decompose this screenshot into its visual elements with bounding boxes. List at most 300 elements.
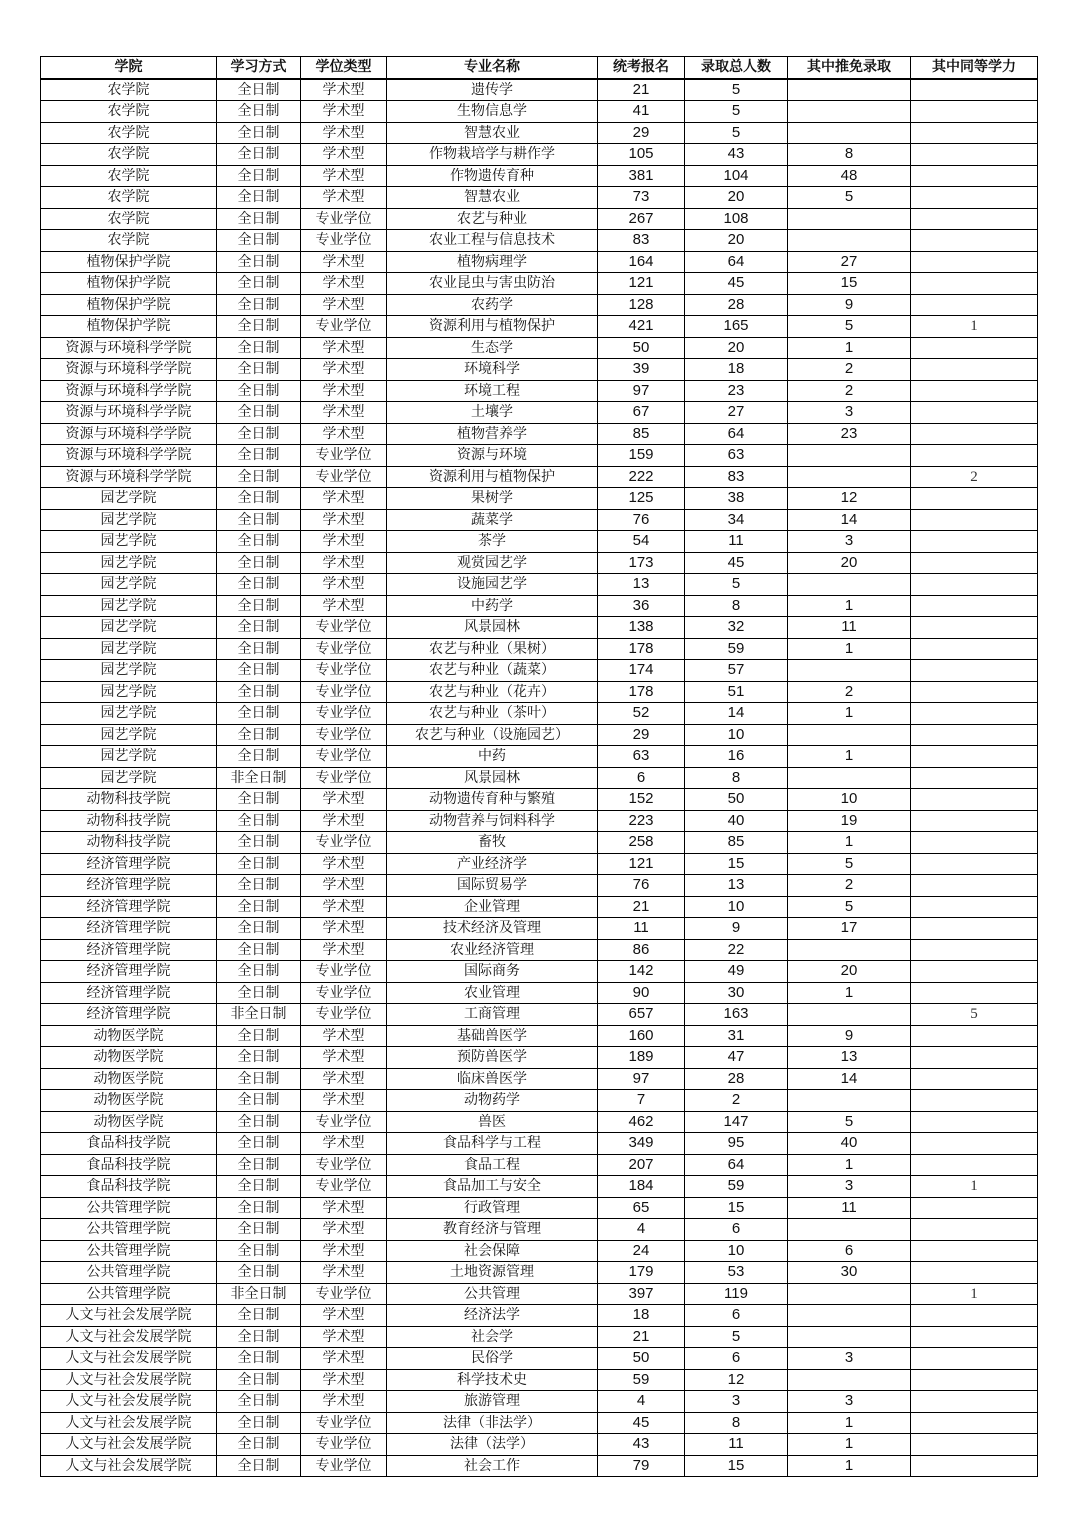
cell-study-mode: 全日制 bbox=[217, 681, 301, 703]
table-row bbox=[41, 509, 1038, 531]
cell-exam-applicants: 178 bbox=[598, 681, 685, 703]
cell-study-mode: 全日制 bbox=[217, 316, 301, 338]
table-row bbox=[41, 531, 1038, 553]
cell-exam-applicants: 105 bbox=[598, 144, 685, 166]
cell-recommended-admitted bbox=[788, 1004, 911, 1026]
table-row bbox=[41, 810, 1038, 832]
cell-degree-type: 专业学位 bbox=[301, 681, 387, 703]
cell-recommended-admitted bbox=[788, 101, 911, 123]
cell-study-mode: 全日制 bbox=[217, 1369, 301, 1391]
cell-major-name: 社会学 bbox=[387, 1326, 598, 1348]
cell-degree-type: 学术型 bbox=[301, 875, 387, 897]
cell-recommended-admitted bbox=[788, 466, 911, 488]
cell-total-admitted: 57 bbox=[685, 660, 788, 682]
cell-equivalent-education bbox=[911, 767, 1038, 789]
cell-degree-type: 学术型 bbox=[301, 1090, 387, 1112]
cell-equivalent-education bbox=[911, 896, 1038, 918]
cell-equivalent-education bbox=[911, 230, 1038, 252]
cell-college: 资源与环境科学学院 bbox=[41, 423, 217, 445]
cell-recommended-admitted bbox=[788, 1090, 911, 1112]
cell-study-mode: 全日制 bbox=[217, 337, 301, 359]
cell-total-admitted: 20 bbox=[685, 337, 788, 359]
cell-exam-applicants: 397 bbox=[598, 1283, 685, 1305]
table-row bbox=[41, 1090, 1038, 1112]
cell-exam-applicants: 54 bbox=[598, 531, 685, 553]
table-row bbox=[41, 1412, 1038, 1434]
cell-total-admitted: 5 bbox=[685, 122, 788, 144]
cell-college: 动物医学院 bbox=[41, 1111, 217, 1133]
cell-college: 动物医学院 bbox=[41, 1090, 217, 1112]
cell-study-mode: 全日制 bbox=[217, 488, 301, 510]
table-row bbox=[41, 79, 1038, 101]
cell-total-admitted: 15 bbox=[685, 1197, 788, 1219]
table-row bbox=[41, 402, 1038, 424]
cell-equivalent-education bbox=[911, 122, 1038, 144]
cell-college: 经济管理学院 bbox=[41, 896, 217, 918]
cell-degree-type: 学术型 bbox=[301, 1391, 387, 1413]
cell-study-mode: 全日制 bbox=[217, 1111, 301, 1133]
cell-study-mode: 全日制 bbox=[217, 918, 301, 940]
cell-recommended-admitted: 2 bbox=[788, 359, 911, 381]
cell-study-mode: 全日制 bbox=[217, 660, 301, 682]
cell-college: 农学院 bbox=[41, 79, 217, 101]
table-row bbox=[41, 1004, 1038, 1026]
cell-exam-applicants: 24 bbox=[598, 1240, 685, 1262]
cell-major-name: 中药 bbox=[387, 746, 598, 768]
cell-college: 经济管理学院 bbox=[41, 853, 217, 875]
cell-major-name: 兽医 bbox=[387, 1111, 598, 1133]
cell-major-name: 智慧农业 bbox=[387, 187, 598, 209]
cell-major-name: 农艺与种业（花卉） bbox=[387, 681, 598, 703]
cell-recommended-admitted: 3 bbox=[788, 531, 911, 553]
cell-college: 食品科技学院 bbox=[41, 1176, 217, 1198]
table-row bbox=[41, 703, 1038, 725]
cell-degree-type: 学术型 bbox=[301, 251, 387, 273]
cell-exam-applicants: 184 bbox=[598, 1176, 685, 1198]
cell-study-mode: 全日制 bbox=[217, 1240, 301, 1262]
cell-study-mode: 全日制 bbox=[217, 165, 301, 187]
cell-study-mode: 全日制 bbox=[217, 445, 301, 467]
cell-college: 人文与社会发展学院 bbox=[41, 1305, 217, 1327]
cell-equivalent-education bbox=[911, 423, 1038, 445]
table-row bbox=[41, 1348, 1038, 1370]
cell-exam-applicants: 73 bbox=[598, 187, 685, 209]
cell-major-name: 教育经济与管理 bbox=[387, 1219, 598, 1241]
table-row bbox=[41, 767, 1038, 789]
cell-total-admitted: 6 bbox=[685, 1348, 788, 1370]
table-row bbox=[41, 746, 1038, 768]
cell-equivalent-education bbox=[911, 1219, 1038, 1241]
cell-recommended-admitted: 27 bbox=[788, 251, 911, 273]
cell-study-mode: 全日制 bbox=[217, 961, 301, 983]
cell-exam-applicants: 76 bbox=[598, 875, 685, 897]
cell-exam-applicants: 90 bbox=[598, 982, 685, 1004]
cell-recommended-admitted bbox=[788, 724, 911, 746]
cell-college: 动物科技学院 bbox=[41, 810, 217, 832]
cell-total-admitted: 15 bbox=[685, 1455, 788, 1477]
cell-recommended-admitted: 1 bbox=[788, 1455, 911, 1477]
cell-degree-type: 学术型 bbox=[301, 423, 387, 445]
cell-major-name: 产业经济学 bbox=[387, 853, 598, 875]
table-row bbox=[41, 1262, 1038, 1284]
cell-equivalent-education bbox=[911, 1133, 1038, 1155]
cell-recommended-admitted: 1 bbox=[788, 337, 911, 359]
cell-college: 资源与环境科学学院 bbox=[41, 402, 217, 424]
cell-study-mode: 全日制 bbox=[217, 746, 301, 768]
cell-recommended-admitted bbox=[788, 1326, 911, 1348]
cell-recommended-admitted: 3 bbox=[788, 402, 911, 424]
cell-total-admitted: 108 bbox=[685, 208, 788, 230]
cell-degree-type: 学术型 bbox=[301, 294, 387, 316]
cell-total-admitted: 20 bbox=[685, 230, 788, 252]
cell-recommended-admitted: 1 bbox=[788, 638, 911, 660]
cell-recommended-admitted: 1 bbox=[788, 746, 911, 768]
cell-degree-type: 学术型 bbox=[301, 165, 387, 187]
cell-college: 动物科技学院 bbox=[41, 789, 217, 811]
cell-degree-type: 专业学位 bbox=[301, 316, 387, 338]
table-row bbox=[41, 1434, 1038, 1456]
cell-total-admitted: 9 bbox=[685, 918, 788, 940]
table-row bbox=[41, 918, 1038, 940]
cell-college: 公共管理学院 bbox=[41, 1240, 217, 1262]
cell-total-admitted: 10 bbox=[685, 1240, 788, 1262]
cell-recommended-admitted bbox=[788, 767, 911, 789]
cell-equivalent-education bbox=[911, 746, 1038, 768]
cell-college: 动物医学院 bbox=[41, 1025, 217, 1047]
table-row bbox=[41, 574, 1038, 596]
cell-total-admitted: 104 bbox=[685, 165, 788, 187]
cell-equivalent-education: 5 bbox=[911, 1004, 1038, 1026]
cell-equivalent-education bbox=[911, 337, 1038, 359]
cell-equivalent-education bbox=[911, 445, 1038, 467]
cell-total-admitted: 5 bbox=[685, 101, 788, 123]
cell-college: 农学院 bbox=[41, 165, 217, 187]
cell-college: 资源与环境科学学院 bbox=[41, 380, 217, 402]
cell-exam-applicants: 159 bbox=[598, 445, 685, 467]
cell-college: 植物保护学院 bbox=[41, 273, 217, 295]
cell-college: 园艺学院 bbox=[41, 767, 217, 789]
cell-equivalent-education bbox=[911, 552, 1038, 574]
cell-major-name: 智慧农业 bbox=[387, 122, 598, 144]
cell-college: 公共管理学院 bbox=[41, 1219, 217, 1241]
table-row bbox=[41, 681, 1038, 703]
cell-degree-type: 专业学位 bbox=[301, 982, 387, 1004]
cell-equivalent-education bbox=[911, 380, 1038, 402]
cell-equivalent-education bbox=[911, 1240, 1038, 1262]
cell-equivalent-education bbox=[911, 187, 1038, 209]
cell-total-admitted: 10 bbox=[685, 896, 788, 918]
cell-major-name: 技术经济及管理 bbox=[387, 918, 598, 940]
cell-major-name: 环境科学 bbox=[387, 359, 598, 381]
cell-total-admitted: 2 bbox=[685, 1090, 788, 1112]
cell-degree-type: 学术型 bbox=[301, 1326, 387, 1348]
cell-major-name: 资源与环境 bbox=[387, 445, 598, 467]
cell-college: 人文与社会发展学院 bbox=[41, 1326, 217, 1348]
cell-major-name: 临床兽医学 bbox=[387, 1068, 598, 1090]
cell-study-mode: 全日制 bbox=[217, 595, 301, 617]
cell-college: 经济管理学院 bbox=[41, 939, 217, 961]
cell-degree-type: 学术型 bbox=[301, 1240, 387, 1262]
cell-total-admitted: 14 bbox=[685, 703, 788, 725]
cell-equivalent-education: 1 bbox=[911, 1176, 1038, 1198]
cell-equivalent-education bbox=[911, 961, 1038, 983]
cell-college: 人文与社会发展学院 bbox=[41, 1455, 217, 1477]
cell-college: 植物保护学院 bbox=[41, 294, 217, 316]
cell-major-name: 工商管理 bbox=[387, 1004, 598, 1026]
cell-degree-type: 专业学位 bbox=[301, 638, 387, 660]
cell-equivalent-education bbox=[911, 1154, 1038, 1176]
cell-recommended-admitted bbox=[788, 445, 911, 467]
table-row bbox=[41, 1154, 1038, 1176]
table-row bbox=[41, 488, 1038, 510]
table-row bbox=[41, 789, 1038, 811]
cell-degree-type: 学术型 bbox=[301, 402, 387, 424]
table-row bbox=[41, 1047, 1038, 1069]
cell-exam-applicants: 349 bbox=[598, 1133, 685, 1155]
cell-exam-applicants: 4 bbox=[598, 1391, 685, 1413]
table-row bbox=[41, 1111, 1038, 1133]
cell-recommended-admitted: 3 bbox=[788, 1176, 911, 1198]
cell-college: 园艺学院 bbox=[41, 531, 217, 553]
cell-college: 经济管理学院 bbox=[41, 961, 217, 983]
cell-degree-type: 学术型 bbox=[301, 122, 387, 144]
cell-college: 园艺学院 bbox=[41, 703, 217, 725]
cell-major-name: 法律（法学） bbox=[387, 1434, 598, 1456]
cell-study-mode: 非全日制 bbox=[217, 767, 301, 789]
cell-equivalent-education bbox=[911, 638, 1038, 660]
cell-exam-applicants: 67 bbox=[598, 402, 685, 424]
cell-college: 园艺学院 bbox=[41, 509, 217, 531]
cell-equivalent-education bbox=[911, 939, 1038, 961]
cell-major-name: 农艺与种业 bbox=[387, 208, 598, 230]
cell-major-name: 企业管理 bbox=[387, 896, 598, 918]
cell-study-mode: 全日制 bbox=[217, 531, 301, 553]
cell-major-name: 法律（非法学） bbox=[387, 1412, 598, 1434]
cell-total-admitted: 43 bbox=[685, 144, 788, 166]
cell-recommended-admitted bbox=[788, 660, 911, 682]
cell-degree-type: 学术型 bbox=[301, 337, 387, 359]
cell-degree-type: 学术型 bbox=[301, 187, 387, 209]
cell-recommended-admitted: 48 bbox=[788, 165, 911, 187]
cell-college: 园艺学院 bbox=[41, 681, 217, 703]
cell-study-mode: 全日制 bbox=[217, 982, 301, 1004]
cell-major-name: 农业经济管理 bbox=[387, 939, 598, 961]
cell-total-admitted: 6 bbox=[685, 1305, 788, 1327]
cell-equivalent-education bbox=[911, 1025, 1038, 1047]
cell-major-name: 农艺与种业（设施园艺） bbox=[387, 724, 598, 746]
cell-major-name: 动物药学 bbox=[387, 1090, 598, 1112]
cell-college: 农学院 bbox=[41, 101, 217, 123]
cell-college: 人文与社会发展学院 bbox=[41, 1412, 217, 1434]
cell-total-admitted: 53 bbox=[685, 1262, 788, 1284]
cell-college: 动物医学院 bbox=[41, 1047, 217, 1069]
cell-degree-type: 学术型 bbox=[301, 789, 387, 811]
cell-total-admitted: 49 bbox=[685, 961, 788, 983]
cell-exam-applicants: 138 bbox=[598, 617, 685, 639]
cell-college: 动物医学院 bbox=[41, 1068, 217, 1090]
cell-total-admitted: 11 bbox=[685, 531, 788, 553]
cell-total-admitted: 47 bbox=[685, 1047, 788, 1069]
cell-study-mode: 全日制 bbox=[217, 1219, 301, 1241]
cell-exam-applicants: 52 bbox=[598, 703, 685, 725]
cell-college: 农学院 bbox=[41, 144, 217, 166]
cell-exam-applicants: 381 bbox=[598, 165, 685, 187]
cell-exam-applicants: 21 bbox=[598, 1326, 685, 1348]
cell-major-name: 食品工程 bbox=[387, 1154, 598, 1176]
cell-recommended-admitted: 12 bbox=[788, 488, 911, 510]
cell-total-admitted: 27 bbox=[685, 402, 788, 424]
cell-total-admitted: 63 bbox=[685, 445, 788, 467]
cell-equivalent-education bbox=[911, 875, 1038, 897]
cell-equivalent-education bbox=[911, 832, 1038, 854]
cell-study-mode: 全日制 bbox=[217, 789, 301, 811]
admission-table bbox=[40, 56, 1038, 1477]
cell-recommended-admitted bbox=[788, 1305, 911, 1327]
cell-study-mode: 全日制 bbox=[217, 832, 301, 854]
table-row bbox=[41, 875, 1038, 897]
cell-major-name: 农业昆虫与害虫防治 bbox=[387, 273, 598, 295]
cell-recommended-admitted: 5 bbox=[788, 316, 911, 338]
cell-total-admitted: 34 bbox=[685, 509, 788, 531]
cell-college: 园艺学院 bbox=[41, 574, 217, 596]
cell-degree-type: 学术型 bbox=[301, 144, 387, 166]
cell-college: 园艺学院 bbox=[41, 595, 217, 617]
cell-recommended-admitted: 17 bbox=[788, 918, 911, 940]
cell-equivalent-education bbox=[911, 1348, 1038, 1370]
cell-major-name: 公共管理 bbox=[387, 1283, 598, 1305]
header-total-admitted: 录取总人数 bbox=[685, 57, 788, 79]
cell-exam-applicants: 45 bbox=[598, 1412, 685, 1434]
cell-total-admitted: 45 bbox=[685, 273, 788, 295]
cell-exam-applicants: 657 bbox=[598, 1004, 685, 1026]
cell-total-admitted: 13 bbox=[685, 875, 788, 897]
cell-recommended-admitted: 1 bbox=[788, 1154, 911, 1176]
cell-equivalent-education bbox=[911, 509, 1038, 531]
cell-equivalent-education bbox=[911, 1434, 1038, 1456]
cell-degree-type: 专业学位 bbox=[301, 208, 387, 230]
cell-degree-type: 学术型 bbox=[301, 1133, 387, 1155]
cell-degree-type: 学术型 bbox=[301, 939, 387, 961]
cell-study-mode: 全日制 bbox=[217, 1434, 301, 1456]
cell-total-admitted: 11 bbox=[685, 1434, 788, 1456]
cell-total-admitted: 22 bbox=[685, 939, 788, 961]
cell-total-admitted: 28 bbox=[685, 1068, 788, 1090]
cell-major-name: 植物病理学 bbox=[387, 251, 598, 273]
cell-college: 农学院 bbox=[41, 122, 217, 144]
cell-total-admitted: 165 bbox=[685, 316, 788, 338]
cell-recommended-admitted bbox=[788, 230, 911, 252]
cell-equivalent-education: 1 bbox=[911, 1283, 1038, 1305]
cell-major-name: 资源利用与植物保护 bbox=[387, 316, 598, 338]
table-row bbox=[41, 961, 1038, 983]
cell-major-name: 预防兽医学 bbox=[387, 1047, 598, 1069]
cell-equivalent-education bbox=[911, 273, 1038, 295]
cell-equivalent-education bbox=[911, 660, 1038, 682]
cell-major-name: 设施园艺学 bbox=[387, 574, 598, 596]
cell-exam-applicants: 125 bbox=[598, 488, 685, 510]
table-row bbox=[41, 1305, 1038, 1327]
cell-study-mode: 全日制 bbox=[217, 187, 301, 209]
table-row bbox=[41, 896, 1038, 918]
cell-study-mode: 全日制 bbox=[217, 1455, 301, 1477]
cell-degree-type: 学术型 bbox=[301, 1068, 387, 1090]
cell-total-admitted: 64 bbox=[685, 423, 788, 445]
cell-major-name: 农药学 bbox=[387, 294, 598, 316]
cell-college: 农学院 bbox=[41, 208, 217, 230]
cell-recommended-admitted: 8 bbox=[788, 144, 911, 166]
cell-total-admitted: 31 bbox=[685, 1025, 788, 1047]
cell-total-admitted: 95 bbox=[685, 1133, 788, 1155]
cell-degree-type: 专业学位 bbox=[301, 230, 387, 252]
table-row bbox=[41, 380, 1038, 402]
cell-degree-type: 专业学位 bbox=[301, 1283, 387, 1305]
cell-equivalent-education bbox=[911, 101, 1038, 123]
cell-study-mode: 全日制 bbox=[217, 1068, 301, 1090]
cell-recommended-admitted: 40 bbox=[788, 1133, 911, 1155]
cell-degree-type: 学术型 bbox=[301, 531, 387, 553]
cell-major-name: 社会工作 bbox=[387, 1455, 598, 1477]
cell-recommended-admitted: 1 bbox=[788, 1434, 911, 1456]
table-row bbox=[41, 1240, 1038, 1262]
table-row bbox=[41, 638, 1038, 660]
cell-degree-type: 学术型 bbox=[301, 1025, 387, 1047]
table-row bbox=[41, 273, 1038, 295]
cell-equivalent-education bbox=[911, 1305, 1038, 1327]
table-row bbox=[41, 101, 1038, 123]
cell-major-name: 动物遗传育种与繁殖 bbox=[387, 789, 598, 811]
cell-total-admitted: 45 bbox=[685, 552, 788, 574]
cell-study-mode: 全日制 bbox=[217, 552, 301, 574]
cell-recommended-admitted bbox=[788, 122, 911, 144]
cell-college: 园艺学院 bbox=[41, 724, 217, 746]
cell-study-mode: 全日制 bbox=[217, 144, 301, 166]
cell-equivalent-education bbox=[911, 681, 1038, 703]
cell-college: 植物保护学院 bbox=[41, 251, 217, 273]
cell-college: 人文与社会发展学院 bbox=[41, 1391, 217, 1413]
cell-recommended-admitted bbox=[788, 79, 911, 101]
cell-study-mode: 全日制 bbox=[217, 402, 301, 424]
cell-total-admitted: 5 bbox=[685, 574, 788, 596]
cell-recommended-admitted bbox=[788, 1219, 911, 1241]
cell-study-mode: 全日制 bbox=[217, 810, 301, 832]
cell-degree-type: 专业学位 bbox=[301, 1455, 387, 1477]
table-row bbox=[41, 1369, 1038, 1391]
cell-equivalent-education bbox=[911, 595, 1038, 617]
cell-exam-applicants: 86 bbox=[598, 939, 685, 961]
cell-exam-applicants: 50 bbox=[598, 1348, 685, 1370]
cell-equivalent-education bbox=[911, 724, 1038, 746]
table-row bbox=[41, 552, 1038, 574]
cell-equivalent-education bbox=[911, 1412, 1038, 1434]
cell-college: 园艺学院 bbox=[41, 746, 217, 768]
cell-major-name: 风景园林 bbox=[387, 767, 598, 789]
table-row bbox=[41, 1391, 1038, 1413]
cell-study-mode: 全日制 bbox=[217, 380, 301, 402]
cell-major-name: 作物栽培学与耕作学 bbox=[387, 144, 598, 166]
cell-exam-applicants: 4 bbox=[598, 1219, 685, 1241]
cell-total-admitted: 8 bbox=[685, 767, 788, 789]
cell-equivalent-education bbox=[911, 208, 1038, 230]
cell-recommended-admitted bbox=[788, 1369, 911, 1391]
table-row bbox=[41, 466, 1038, 488]
cell-major-name: 经济法学 bbox=[387, 1305, 598, 1327]
cell-recommended-admitted: 14 bbox=[788, 1068, 911, 1090]
cell-major-name: 农业工程与信息技术 bbox=[387, 230, 598, 252]
cell-study-mode: 全日制 bbox=[217, 1348, 301, 1370]
cell-equivalent-education bbox=[911, 982, 1038, 1004]
cell-total-admitted: 6 bbox=[685, 1219, 788, 1241]
cell-equivalent-education bbox=[911, 144, 1038, 166]
